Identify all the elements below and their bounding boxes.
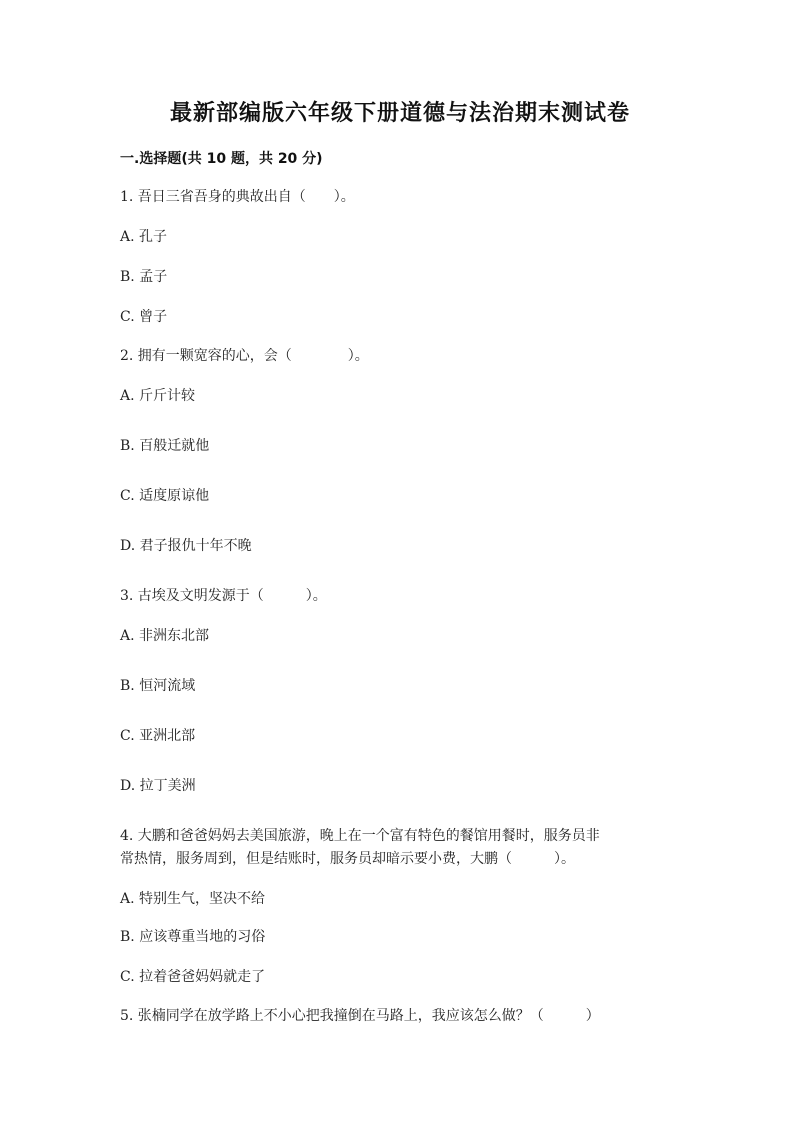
question-1-option-a: A. 孔子 — [120, 229, 168, 245]
question-3-option-b: B. 恒河流域 — [120, 678, 196, 694]
question-3-option-c: C. 亚洲北部 — [120, 728, 196, 744]
question-1-option-b: B. 孟子 — [120, 269, 168, 285]
question-3-stem: 3. 古埃及文明发源于（ ）。 — [120, 588, 327, 604]
question-3-option-a: A. 非洲东北部 — [120, 628, 210, 644]
question-4-option-a: A. 特别生气，坚决不给 — [120, 891, 266, 907]
question-3-option-d: D. 拉丁美洲 — [120, 778, 196, 794]
question-4-option-c: C. 拉着爸爸妈妈就走了 — [120, 969, 266, 985]
question-2-stem: 2. 拥有一颗宽容的心，会（ ）。 — [120, 348, 369, 364]
question-4-stem-line-2: 常热情，服务周到，但是结账时，服务员却暗示要小费，大鹏（ ）。 — [120, 851, 575, 867]
question-2-option-b: B. 百般迁就他 — [120, 438, 210, 454]
question-2-option-d: D. 君子报仇十年不晚 — [120, 538, 252, 554]
question-2-option-a: A. 斤斤计较 — [120, 388, 196, 404]
question-4-stem-line-1: 4. 大鹏和爸爸妈妈去美国旅游，晚上在一个富有特色的餐馆用餐时，服务员非 — [120, 828, 600, 844]
section-header: 一.选择题(共 10 题，共 20 分) — [120, 151, 323, 167]
question-2-option-c: C. 适度原谅他 — [120, 488, 210, 504]
question-1-stem: 1. 吾日三省吾身的典故出自（ ）。 — [120, 189, 355, 205]
exam-title: 最新部编版六年级下册道德与法治期末测试卷 — [169, 101, 630, 126]
question-1-option-c: C. 曾子 — [120, 309, 168, 325]
question-4-option-b: B. 应该尊重当地的习俗 — [120, 929, 266, 945]
question-5-stem: 5. 张楠同学在放学路上不小心把我撞倒在马路上，我应该怎么做？（ ） — [120, 1008, 600, 1024]
